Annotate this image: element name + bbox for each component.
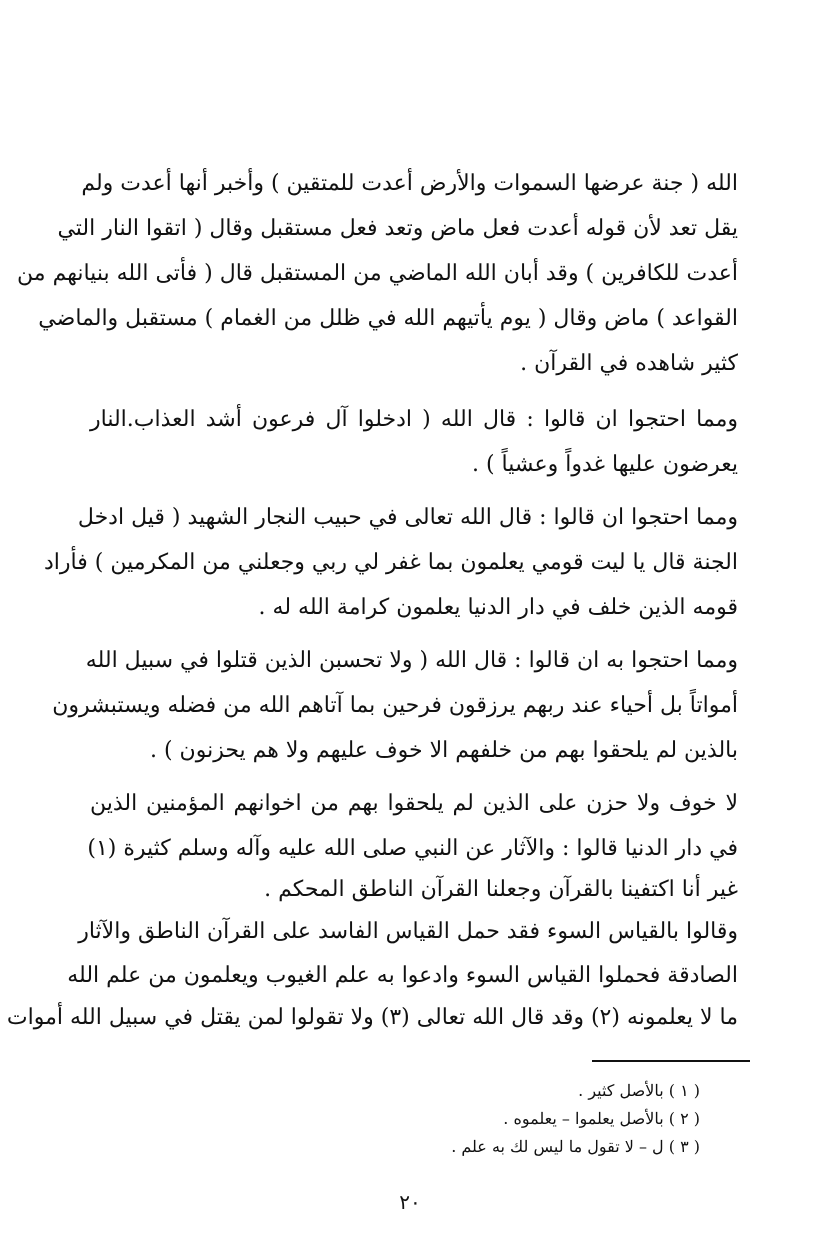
footnote-3: ( ٣ ) ل – لا تقول ما ليس لك به علم . [451,1137,700,1156]
text-line-15: في دار الدنيا قالوا : والآثار عن النبي صلى الله عليه وآله وسلم كثيرة (١) [87,836,738,861]
text-line-17: وقالوا بالقياس السوء فقد حمل القياس الفاسد على القرآن الناطق والآثار [78,919,738,944]
text-line-14: لا خوف ولا حزن على الذين لم يلحقوا بهم من اخوانهم المؤمنين الذين [90,791,738,816]
footnote-2: ( ٢ ) بالأصل يعلموا – يعلموه . [503,1109,700,1128]
text-line-16: غير أنا اكتفينا بالقرآن وجعلنا القرآن الناطق المحكم . [264,877,738,902]
text-line-10: قومه الذين خلف في دار الدنيا يعلمون كرامة الله له . [258,595,738,620]
text-line-5: كثير شاهده في القرآن . [520,351,738,376]
footnote-1: ( ١ ) بالأصل كثير . [578,1081,700,1100]
page-number: ٢٠ [399,1190,421,1214]
text-line-8: ومما احتجوا ان قالوا : قال الله تعالى في حبيب النجار الشهيد ( قيل ادخل [77,505,738,530]
text-line-11: ومما احتجوا به ان قالوا : قال الله ( ولا تحسبن الذين قتلوا في سبيل الله [85,648,738,673]
text-line-4: القواعد ) ماض وقال ( يوم يأتيهم الله في ظلل من الغمام ) مستقبل والماضي [38,306,738,331]
text-line-18: الصادقة فحملوا القياس السوء وادعوا به علم الغيوب ويعلمون من علم الله [67,963,738,988]
text-line-7: يعرضون عليها غدواً وعشياً ) . [471,452,738,477]
text-line-1: الله ( جنة عرضها السموات والأرض أعدت للمتقين ) وأخبر أنها أعدت ولم [81,171,738,196]
text-line-6: ومما احتجوا ان قالوا : قال الله ( ادخلوا آل فرعون أشد العذاب.النار [90,407,738,432]
text-line-3: أعدت للكافرين ) وقد أبان الله الماضي من المستقبل قال ( فأتى الله بنيانهم من [17,261,738,286]
text-line-12: أمواتاً بل أحياء عند ربهم يرزقون فرحين بما آتاهم الله من فضله ويستبشرون [52,693,738,718]
text-line-19: ما لا يعلمونه (٢) وقد قال الله تعالى (٣) ولا تقولوا لمن يقتل في سبيل الله أموات [6,1005,738,1030]
text-line-2: يقل تعد لأن قوله أعدت فعل ماض وتعد فعل مستقبل وقال ( اتقوا النار التي [57,216,738,241]
footnote-divider [592,1060,750,1062]
text-line-13: بالذين لم يلحقوا بهم من خلفهم الا خوف عليهم ولا هم يحزنون ) . [149,738,738,763]
text-line-9: الجنة قال يا ليت قومي يعلمون بما غفر لي ربي وجعلني من المكرمين ) فأراد [44,550,738,575]
